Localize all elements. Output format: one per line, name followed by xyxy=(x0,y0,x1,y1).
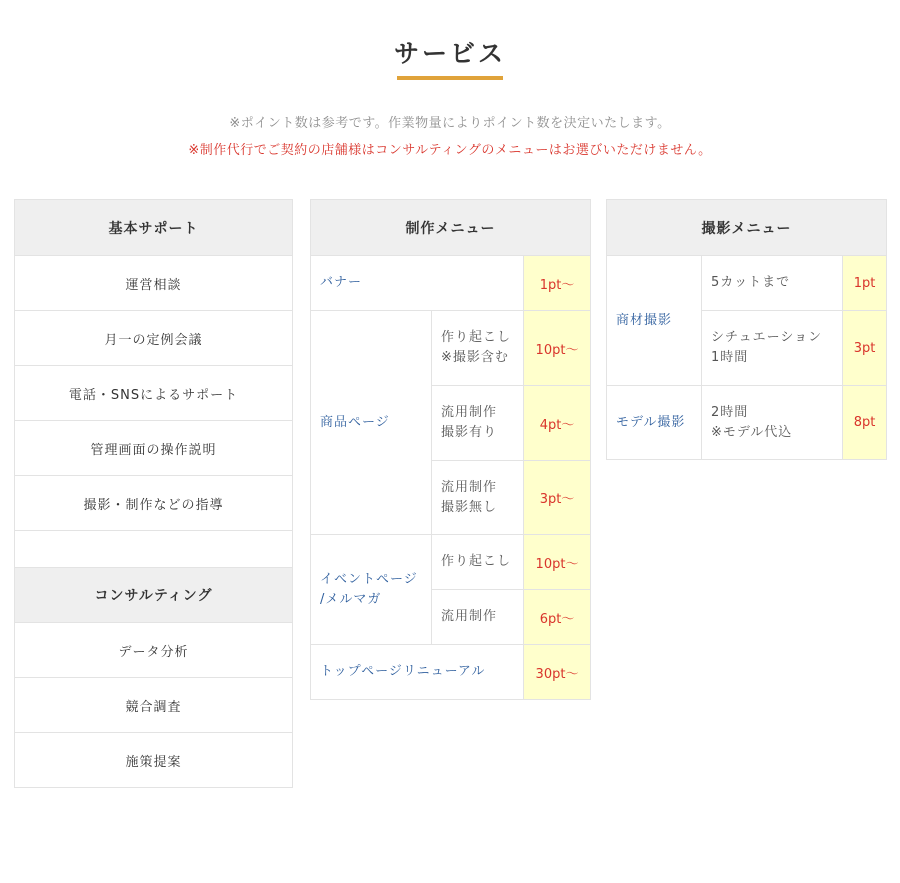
model-photo-points: 8pt xyxy=(843,386,887,460)
product-photo-option: 5カットまで xyxy=(702,256,843,311)
option-line: 1時間 xyxy=(711,350,749,365)
basic-support-item: 撮影・制作などの指導 xyxy=(15,476,293,531)
consulting-item: 施策提案 xyxy=(15,733,293,788)
option-line: 撮影有り xyxy=(441,425,498,440)
top-page-label: トップページリニューアル xyxy=(311,645,524,700)
event-page-option: 流用制作 xyxy=(432,590,524,645)
banner-points: 1pt〜 xyxy=(524,256,591,311)
product-page-label: 商品ページ xyxy=(311,311,432,535)
product-photo-option xyxy=(702,311,843,386)
event-page-option: 作り起こし xyxy=(432,535,524,590)
model-photo-label: モデル撮影 xyxy=(607,386,702,460)
product-page-points: 10pt〜 xyxy=(524,311,591,386)
basic-support-item: 管理画面の操作説明 xyxy=(15,421,293,476)
production-menu-heading: 制作メニュー xyxy=(311,200,591,256)
option-line: 作り起こし xyxy=(441,330,512,345)
event-page-points: 6pt〜 xyxy=(524,590,591,645)
option-line: ※撮影含む xyxy=(441,350,509,365)
photo-menu-heading: 撮影メニュー xyxy=(607,200,887,256)
option-line: シチュエーション xyxy=(711,330,823,345)
option-line: ※モデル代込 xyxy=(711,424,793,440)
model-photo-option xyxy=(702,386,843,460)
product-photo-points: 1pt xyxy=(843,256,887,311)
option-line: 2時間 xyxy=(711,404,749,420)
label-line: /メルマガ xyxy=(320,591,382,607)
title-underline xyxy=(397,76,503,80)
consulting-warning-note: ※制作代行でご契約の店舗様はコンサルティングのメニューはお選びいただけません。 xyxy=(188,143,712,158)
product-page-option xyxy=(432,461,524,535)
banner-label: バナー xyxy=(311,256,524,311)
points-note: ※ポイント数は参考です。作業物量によりポイント数を決定いたします。 xyxy=(229,116,671,131)
consulting-heading: コンサルティング xyxy=(15,568,293,623)
event-page-points: 10pt〜 xyxy=(524,535,591,590)
option-line: 流用制作 xyxy=(441,405,498,420)
product-photo-points: 3pt xyxy=(843,311,887,386)
table-spacer xyxy=(15,531,293,568)
product-page-points: 4pt〜 xyxy=(524,386,591,461)
photo-menu-table xyxy=(606,199,887,460)
basic-support-item: 月一の定例会議 xyxy=(15,311,293,366)
product-page-option xyxy=(432,386,524,461)
page-title: サービス xyxy=(393,39,506,68)
option-line: 撮影無し xyxy=(441,499,498,515)
basic-support-heading: 基本サポート xyxy=(15,200,293,256)
consulting-item: データ分析 xyxy=(15,623,293,678)
basic-support-item: 電話・SNSによるサポート xyxy=(15,366,293,421)
basic-support-item: 運営相談 xyxy=(15,256,293,311)
option-line: 流用制作 xyxy=(441,479,498,495)
event-page-label xyxy=(311,535,432,645)
product-page-option xyxy=(432,311,524,386)
basic-support-table xyxy=(14,199,293,788)
label-line: イベントページ xyxy=(320,571,418,587)
consulting-item: 競合調査 xyxy=(15,678,293,733)
product-photo-label: 商材撮影 xyxy=(607,256,702,386)
production-menu-table xyxy=(310,199,591,700)
top-page-points: 30pt〜 xyxy=(524,645,591,700)
product-page-points: 3pt〜 xyxy=(524,461,591,535)
